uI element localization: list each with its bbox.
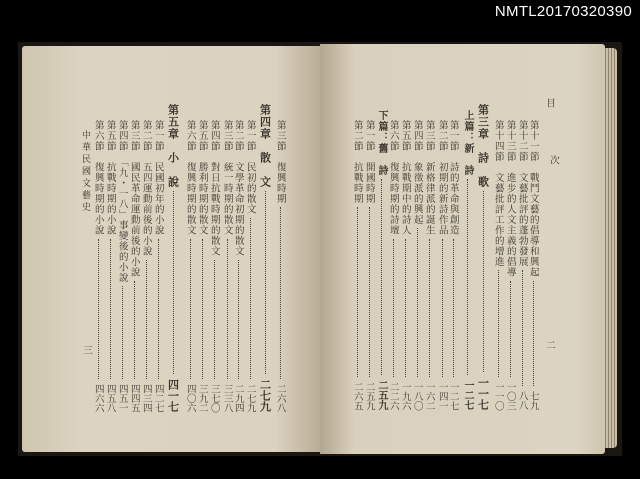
entry-page-number: 一八〇 [411, 381, 423, 410]
dot-leader [134, 281, 135, 379]
toc-chapter-entry [259, 104, 271, 412]
dot-leader [442, 239, 443, 377]
entry-page-number: 一一〇 [492, 381, 504, 410]
entry-title: 第二節 五四運動前後的小說 [140, 120, 152, 257]
entry-title: 第五節 抗戰時期的小說 [104, 120, 116, 236]
toc-section-entry [208, 120, 220, 412]
dot-leader [122, 286, 123, 378]
entry-page-number: 二七九 [258, 379, 272, 412]
entry-page-number: 七九 [527, 391, 539, 410]
entry-title: 第十三節 進步的人文主義的倡導 [504, 120, 516, 278]
entry-title: 第五節 勝利時期的散文 [196, 120, 208, 236]
toc-section-entry [140, 120, 152, 412]
entry-title: 第四節 象徵派的興起 [411, 120, 423, 225]
toc-section-entry [363, 120, 375, 410]
toc-section-entry [423, 120, 435, 410]
toc-section-entry [152, 120, 164, 412]
toc-section-entry [184, 120, 196, 412]
entry-title: 第五章 小 說 [166, 104, 180, 188]
archive-id: NMTL20170320390 [494, 3, 632, 20]
dot-leader [429, 239, 430, 377]
dot-leader [265, 191, 266, 374]
page-edges [603, 48, 617, 448]
toc-section-entry [116, 120, 128, 412]
entry-title: 第二節 抗戰時期 [351, 120, 363, 204]
entry-page-number: 二五九 [376, 380, 387, 410]
entry-title: 第六節 復興時期的散文 [184, 120, 196, 236]
toc-section-entry [232, 120, 244, 412]
dot-leader [146, 260, 147, 379]
entry-title: 下篇：舊 詩 [376, 110, 387, 176]
page-number-right: 二 [544, 340, 555, 352]
entry-page-number: 四五一 [116, 383, 128, 412]
dot-leader [467, 179, 468, 375]
running-footer-title: 中華民國文藝史 [80, 130, 90, 214]
toc-section-entry [411, 120, 423, 410]
dot-leader [417, 228, 418, 377]
entry-title: 第一節 民國初年的小說 [152, 120, 164, 236]
toc-section-entry [221, 120, 233, 412]
toc-section-entry [128, 120, 140, 412]
toc-section-entry [92, 120, 104, 412]
entry-title: 第五節 抗戰期中的詩人 [399, 120, 411, 236]
dot-leader [202, 239, 203, 379]
dot-leader [280, 207, 281, 379]
toc-section-entry [274, 120, 286, 412]
entry-page-number: 二九四 [232, 383, 244, 412]
dot-leader [498, 270, 499, 377]
toc-section-entry [244, 120, 256, 412]
dot-leader [453, 239, 454, 377]
dot-leader [110, 239, 111, 379]
entry-title: 第三節 新格律派的誕生 [423, 120, 435, 236]
entry-page-number: 八八 [516, 391, 528, 410]
entry-page-number: 一二七 [447, 381, 459, 410]
dot-leader [227, 239, 228, 379]
entry-page-number: 四五八 [104, 383, 116, 412]
entry-page-number: 四一七 [166, 379, 180, 412]
toc-section-entry [436, 120, 448, 410]
dot-leader [522, 270, 523, 386]
entry-page-number: 二六五 [351, 381, 363, 410]
dot-leader [98, 239, 99, 379]
entry-title: 第四節 對日抗戰時期的散文 [208, 120, 220, 257]
entry-page-number: 一四一 [436, 381, 448, 410]
toc-part-entry [461, 110, 473, 410]
entry-title: 第六節 復興時期的小說 [92, 120, 104, 236]
entry-title: 第三節 國民革命運動前後的小說 [128, 120, 140, 278]
entry-title: 第一節 民初的散文 [244, 120, 256, 215]
entry-title: 第十四節 文藝批評工作的增進 [492, 120, 504, 267]
toc-section-entry [196, 120, 208, 412]
entry-title: 第三節 統一時期的散文 [221, 120, 233, 236]
dot-leader [190, 239, 191, 379]
dot-leader [214, 260, 215, 379]
entry-page-number: 一〇三 [504, 381, 516, 410]
entry-title: 第一節 詩的革命與創造 [447, 120, 459, 236]
toc-header-mu: 目 [544, 98, 555, 110]
entry-title: 第四章 散 文 [258, 104, 272, 188]
dot-leader [483, 191, 484, 372]
page-number-left: 三 [81, 345, 92, 357]
entry-title: 上篇：新 詩 [462, 110, 473, 176]
entry-title: 第六節 復興時期的詩壇 [387, 120, 399, 236]
toc-chapter-entry [477, 104, 489, 410]
dot-leader [250, 218, 251, 379]
toc-section-entry [104, 120, 116, 412]
entry-title: 第二節 初期的新詩作品 [436, 120, 448, 236]
toc-chapter-entry [167, 104, 179, 412]
entry-page-number: 二五九 [363, 381, 375, 410]
entry-page-number: 四〇六 [184, 383, 196, 412]
toc-section-entry [504, 120, 516, 410]
toc-section-entry [516, 120, 528, 410]
dot-leader [238, 260, 239, 379]
toc-section-entry [399, 120, 411, 410]
entry-page-number: 二二六 [387, 381, 399, 410]
dot-leader [369, 207, 370, 377]
dot-leader [510, 281, 511, 377]
dot-leader [357, 207, 358, 377]
entry-title: 第四節 「九・一八」事變後的小說 [116, 120, 128, 284]
entry-page-number: 一二七 [462, 380, 473, 410]
toc-section-entry [527, 120, 539, 410]
entry-title: 第十一節 戰鬥文藝的倡導和興起 [527, 120, 539, 278]
entry-title: 第三節 復興時期 [274, 120, 286, 204]
toc-section-entry [387, 120, 399, 410]
dot-leader [405, 239, 406, 377]
dot-leader [393, 239, 394, 377]
entry-title: 第二節 文學革命初期的散文 [232, 120, 244, 257]
entry-page-number: 二七九 [244, 383, 256, 412]
toc-section-entry [447, 120, 459, 410]
entry-page-number: 三九二 [196, 383, 208, 412]
dot-leader [158, 239, 159, 379]
dot-leader [381, 179, 382, 375]
toc-section-entry [351, 120, 363, 410]
toc-header-ci: 次 [548, 155, 559, 167]
entry-title: 第三章 詩 歌 [476, 104, 490, 188]
entry-page-number: 四四五 [128, 383, 140, 412]
entry-page-number: 一六二 [423, 381, 435, 410]
entry-title: 第十二節 文藝批評的蓬勃發展 [516, 120, 528, 267]
entry-page-number: 四三四 [140, 383, 152, 412]
entry-title: 第一節 開國時期 [363, 120, 375, 204]
entry-page-number: 三七〇 [208, 383, 220, 412]
entry-page-number: 三三八 [221, 383, 233, 412]
entry-page-number: 四二七 [152, 383, 164, 412]
dot-leader [533, 281, 534, 387]
entry-page-number: 四六六 [92, 383, 104, 412]
entry-page-number: 二六八 [274, 383, 286, 412]
dot-leader [173, 191, 174, 374]
toc-section-entry [492, 120, 504, 410]
entry-page-number: 一九六 [399, 381, 411, 410]
entry-page-number: 一一七 [476, 377, 490, 410]
toc-part-entry [375, 110, 387, 410]
